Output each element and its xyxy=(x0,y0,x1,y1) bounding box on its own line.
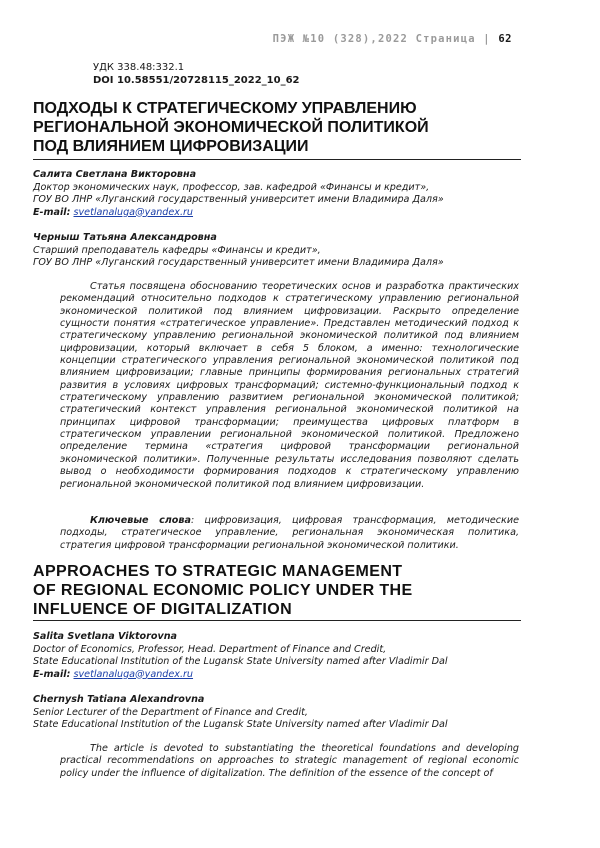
author-position: Старший преподаватель кафедры «Финансы и кредит», xyxy=(33,244,321,256)
email-link[interactable]: svetlanaluga@yandex.ru xyxy=(73,206,194,218)
author-name: Salita Svetlana Viktorovna xyxy=(33,631,178,642)
email-link[interactable]: svetlanaluga@yandex.ru xyxy=(73,668,194,680)
author-block-ru-1 xyxy=(33,169,533,219)
article-title-en xyxy=(33,562,413,619)
author-block-en-1 xyxy=(33,631,533,681)
page-number: 62 xyxy=(498,33,512,45)
abstract-en: The article is devoted to substantiating the theoretical foundations and developing practical recommendations on approaches to strategic management of regional economic policy under the influence of digitalization. The definition of the essence of the concept of xyxy=(60,743,519,779)
email-label: E-mail: xyxy=(33,206,71,218)
author-name: Черныш Татьяна Александровна xyxy=(33,232,217,243)
title-ru-line-2: РЕГИОНАЛЬНОЙ ЭКОНОМИЧЕСКОЙ ПОЛИТИКОЙ xyxy=(33,119,429,136)
running-header-text: ПЭЖ №10 (328),2022 Страница xyxy=(272,33,476,45)
author-affiliation: ГОУ ВО ЛНР «Луганский государственный университет имени Владимира Даля» xyxy=(33,194,444,205)
author-email-line xyxy=(33,207,533,220)
udc-code: УДК 338.48:332.1 xyxy=(93,62,185,73)
author-name: Салита Светлана Викторовна xyxy=(33,169,197,180)
title-en-line-1: APPROACHES TO STRATEGIC MANAGEMENT xyxy=(33,563,403,580)
email-label: E-mail: xyxy=(33,668,71,680)
doi-code: DOI 10.58551/20728115_2022_10_62 xyxy=(93,75,300,86)
running-header xyxy=(273,33,512,45)
title-ru-line-3: ПОД ВЛИЯНИЕМ ЦИФРОВИЗАЦИИ xyxy=(33,138,309,155)
author-position: Доктор экономических наук, профессор, зав. кафедрой «Финансы и кредит», xyxy=(33,181,430,193)
title-en-line-3: INFLUENCE OF DIGITALIZATION xyxy=(33,601,293,618)
keywords-ru xyxy=(60,515,519,552)
title-en-line-2: OF REGIONAL ECONOMIC POLICY UNDER THE xyxy=(33,582,413,599)
keywords-label: Ключевые слова xyxy=(90,515,191,526)
author-affiliation: ГОУ ВО ЛНР «Луганский государственный университет имени Владимира Даля» xyxy=(33,257,444,268)
author-email-line xyxy=(33,669,533,682)
article-title-ru xyxy=(33,99,429,156)
author-block-ru-2 xyxy=(33,232,533,270)
author-name: Chernysh Tatiana Alexandrovna xyxy=(33,694,205,705)
author-position: Doctor of Economics, Professor, Head. Department of Finance and Credit, xyxy=(33,643,387,655)
title-ru-divider xyxy=(33,159,521,160)
author-block-en-2 xyxy=(33,694,533,732)
author-position: Senior Lecturer of the Department of Finance and Credit, xyxy=(33,706,308,718)
title-ru-line-1: ПОДХОДЫ К СТРАТЕГИЧЕСКОМУ УПРАВЛЕНИЮ xyxy=(33,100,417,117)
header-separator: | xyxy=(483,33,491,45)
author-affiliation: State Educational Institution of the Lugansk State University named after Vladimir Dal xyxy=(33,719,448,730)
author-affiliation: State Educational Institution of the Lugansk State University named after Vladimir Dal xyxy=(33,656,448,667)
keywords-text: : цифровизация, цифровая трансформация, методические подходы, стратегическое управление, региональная экономическая политика, стратегия цифровой трансформации региональной экономической политики. xyxy=(60,515,519,551)
abstract-ru: Статья посвящена обоснованию теоретических основ и разработка практических рекомендаций относительно подходов к стратегическому управлению региональной экономической политикой под влиянием цифровизации. Раскрыто определение сущности понятия «стратегическое управление». Представлен методический подход к стратегическому управлению региональной экономической политикой под влиянием цифровизации, который включает в себя 5 блоком, а именно: технологические концепции стратегического управления региональной экономической политикой под влиянием цифровизации; главные принципы формирования региональных стратегий развития в условиях цифровых трансформаций; системно-функциональный подход к стратегическому управлению развитием региональной экономической политикой; стратегический контекст управления региональной экономической политикой на принципах цифровой трансформации; преимущества цифровых платформ в стратегическом управлении региональной экономической политикой. Предложено определение термина «стратегия цифровой трансформации региональной экономической политики». Полученные результаты исследования позволяют сделать вывод о необходимости формирования подходов к стратегическому управлению региональной экономической политикой под влиянием цифровизации. xyxy=(60,281,519,490)
title-en-divider xyxy=(33,620,521,621)
